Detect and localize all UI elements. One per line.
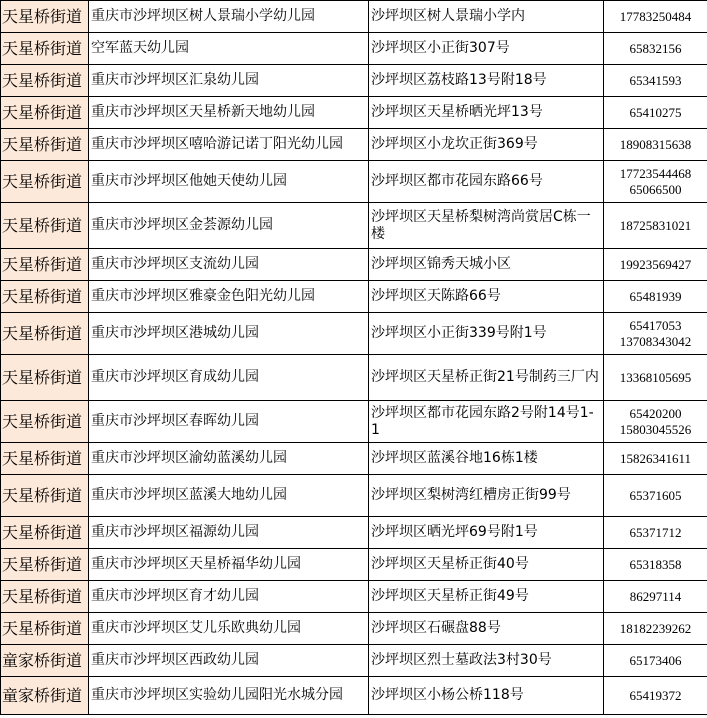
phone-number: 17783250484 (619, 8, 692, 24)
address-cell: 沙坪坝区小龙坎正街369号 (369, 129, 604, 161)
address-cell: 沙坪坝区石碾盘88号 (369, 613, 604, 645)
address-cell: 沙坪坝区树人景瑞小学内 (369, 1, 604, 33)
kindergarten-name-cell (89, 517, 369, 549)
street-cell: 天星桥街道 (1, 97, 89, 129)
street-cell: 天星桥街道 (1, 613, 89, 645)
table-row (1, 443, 707, 475)
address-cell: 沙坪坝区荔枝路13号附18号 (369, 65, 604, 97)
phone-number: 65417053 (629, 317, 682, 333)
address-cell: 沙坪坝区天星桥正街21号制药三厂内 (369, 355, 604, 401)
kindergarten-name-cell (89, 1, 369, 33)
table-row (1, 313, 707, 355)
phone-cell (604, 613, 707, 645)
street-cell: 天星桥街道 (1, 65, 89, 97)
street-cell: 天星桥街道 (1, 281, 89, 313)
address-cell: 沙坪坝区都市花园东路66号 (369, 161, 604, 203)
table-row (1, 475, 707, 517)
table-row (1, 97, 707, 129)
street-cell: 天星桥街道 (1, 581, 89, 613)
table-row (1, 613, 707, 645)
address-cell: 沙坪坝区天星桥梨树湾尚赏居C栋一楼 (369, 203, 604, 249)
phone-cell (604, 401, 707, 443)
street-cell: 天星桥街道 (1, 161, 89, 203)
phone-cell (604, 645, 707, 677)
kindergarten-name-cell (89, 443, 369, 475)
address-cell: 沙坪坝区都市花园东路2号附14号1-1 (369, 401, 604, 443)
phone-cell (604, 33, 707, 65)
phone-cell (604, 129, 707, 161)
table-row (1, 517, 707, 549)
address-cell: 沙坪坝区小正街307号 (369, 33, 604, 65)
kindergarten-name: 重庆市沙坪坝区西政幼儿园 (91, 652, 259, 668)
street-cell: 童家桥街道 (1, 645, 89, 677)
phone-number: 65371605 (629, 487, 682, 503)
phone-number: 65481939 (629, 288, 682, 304)
street-cell: 天星桥街道 (1, 549, 89, 581)
phone-cell (604, 97, 707, 129)
address-cell: 沙坪坝区烈士墓政法3村30号 (369, 645, 604, 677)
phone-number: 13368105695 (619, 369, 692, 385)
kindergarten-name-cell (89, 581, 369, 613)
street-cell: 童家桥街道 (1, 677, 89, 715)
kindergarten-name: 重庆市沙坪坝区雅豪金色阳光幼儿园 (91, 288, 315, 304)
address-cell: 沙坪坝区梨树湾红槽房正街99号 (369, 475, 604, 517)
phone-number: 15803045526 (619, 421, 692, 437)
phone-cell (604, 475, 707, 517)
phone-number: 13708343042 (619, 333, 692, 349)
phone-number: 86297114 (629, 588, 682, 604)
address-cell: 沙坪坝区天星桥正街49号 (369, 581, 604, 613)
address-cell: 沙坪坝区天星桥晒光坪13号 (369, 97, 604, 129)
table-row (1, 677, 707, 715)
kindergarten-name: 重庆市沙坪坝区汇泉幼儿园 (91, 72, 259, 88)
phone-number: 18182239262 (619, 620, 692, 636)
phone-cell (604, 313, 707, 355)
street-cell: 天星桥街道 (1, 249, 89, 281)
table-body (1, 1, 707, 715)
kindergarten-name: 重庆市沙坪坝区树人景瑞小学幼儿园 (91, 8, 315, 24)
street-cell: 天星桥街道 (1, 517, 89, 549)
phone-number: 18908315638 (619, 136, 692, 152)
table-row (1, 249, 707, 281)
kindergarten-name-cell (89, 401, 369, 443)
phone-number: 65419372 (629, 687, 682, 703)
street-cell: 天星桥街道 (1, 203, 89, 249)
kindergarten-name-cell (89, 203, 369, 249)
street-cell: 天星桥街道 (1, 475, 89, 517)
kindergarten-name: 重庆市沙坪坝区天星桥新天地幼儿园 (91, 104, 315, 120)
phone-number: 65341593 (629, 72, 682, 88)
kindergarten-name: 重庆市沙坪坝区他她天使幼儿园 (91, 173, 287, 189)
phone-cell (604, 249, 707, 281)
street-cell: 天星桥街道 (1, 313, 89, 355)
kindergarten-name: 重庆市沙坪坝区蓝溪大地幼儿园 (91, 487, 287, 503)
address-cell: 沙坪坝区天星桥正街40号 (369, 549, 604, 581)
kindergarten-name-cell (89, 129, 369, 161)
table-row (1, 581, 707, 613)
phone-cell (604, 581, 707, 613)
kindergarten-name: 重庆市沙坪坝区育成幼儿园 (91, 369, 259, 385)
phone-number: 65420200 (629, 405, 682, 421)
phone-number: 65832156 (629, 40, 682, 56)
table-row (1, 161, 707, 203)
phone-number: 19923569427 (619, 256, 692, 272)
address-cell: 沙坪坝区晒光坪69号附1号 (369, 517, 604, 549)
street-cell: 天星桥街道 (1, 355, 89, 401)
table-row (1, 401, 707, 443)
kindergarten-name-cell (89, 65, 369, 97)
kindergarten-name: 重庆市沙坪坝区实验幼儿园阳光水城分园 (91, 687, 343, 703)
phone-cell (604, 281, 707, 313)
kindergarten-name-cell (89, 645, 369, 677)
kindergarten-name-cell (89, 313, 369, 355)
kindergarten-name-cell (89, 281, 369, 313)
phone-cell (604, 677, 707, 715)
kindergarten-name: 重庆市沙坪坝区天星桥福华幼儿园 (91, 556, 301, 572)
table-row (1, 65, 707, 97)
phone-number: 65410275 (629, 104, 682, 120)
table-row (1, 203, 707, 249)
address-cell: 沙坪坝区小杨公桥118号 (369, 677, 604, 715)
phone-number: 65318358 (629, 556, 682, 572)
street-cell: 天星桥街道 (1, 1, 89, 33)
kindergarten-name: 重庆市沙坪坝区渝幼蓝溪幼儿园 (91, 450, 287, 466)
kindergarten-name: 空军蓝天幼儿园 (91, 40, 189, 56)
phone-cell (604, 203, 707, 249)
phone-cell (604, 65, 707, 97)
kindergarten-name: 重庆市沙坪坝区金荟源幼儿园 (91, 217, 273, 233)
table-row (1, 355, 707, 401)
phone-number: 18725831021 (619, 217, 692, 233)
phone-cell (604, 161, 707, 203)
phone-number: 65371712 (629, 524, 682, 540)
table-row (1, 281, 707, 313)
address-cell: 沙坪坝区蓝溪谷地16栋1楼 (369, 443, 604, 475)
phone-number: 15826341611 (619, 450, 692, 466)
kindergarten-name-cell (89, 475, 369, 517)
kindergarten-name: 重庆市沙坪坝区艾儿乐欧典幼儿园 (91, 620, 301, 636)
kindergarten-name: 重庆市沙坪坝区福源幼儿园 (91, 524, 259, 540)
kindergarten-name-cell (89, 355, 369, 401)
table-row (1, 549, 707, 581)
kindergarten-name: 重庆市沙坪坝区育才幼儿园 (91, 588, 259, 604)
phone-cell (604, 517, 707, 549)
table-row (1, 1, 707, 33)
address-cell: 沙坪坝区天陈路66号 (369, 281, 604, 313)
address-cell: 沙坪坝区小正街339号附1号 (369, 313, 604, 355)
street-cell: 天星桥街道 (1, 33, 89, 65)
kindergarten-name: 重庆市沙坪坝区春晖幼儿园 (91, 413, 259, 429)
street-cell: 天星桥街道 (1, 401, 89, 443)
kindergarten-name-cell (89, 161, 369, 203)
kindergarten-name-cell (89, 33, 369, 65)
kindergarten-name: 重庆市沙坪坝区嘻哈游记诺丁阳光幼儿园 (91, 136, 343, 152)
table-row (1, 645, 707, 677)
phone-number: 17723544468 (619, 165, 692, 181)
phone-number: 65066500 (629, 181, 682, 197)
phone-cell (604, 443, 707, 475)
street-cell: 天星桥街道 (1, 443, 89, 475)
street-cell: 天星桥街道 (1, 129, 89, 161)
phone-cell (604, 1, 707, 33)
address-cell: 沙坪坝区锦秀天城小区 (369, 249, 604, 281)
phone-cell (604, 355, 707, 401)
phone-number: 65173406 (629, 652, 682, 668)
phone-cell (604, 549, 707, 581)
kindergarten-name-cell (89, 549, 369, 581)
kindergarten-name: 重庆市沙坪坝区支流幼儿园 (91, 256, 259, 272)
kindergarten-name-cell (89, 677, 369, 715)
table-row (1, 33, 707, 65)
kindergarten-name: 重庆市沙坪坝区港城幼儿园 (91, 325, 259, 341)
table-row (1, 129, 707, 161)
kindergarten-name-cell (89, 249, 369, 281)
kindergarten-name-cell (89, 97, 369, 129)
kindergarten-name-cell (89, 613, 369, 645)
